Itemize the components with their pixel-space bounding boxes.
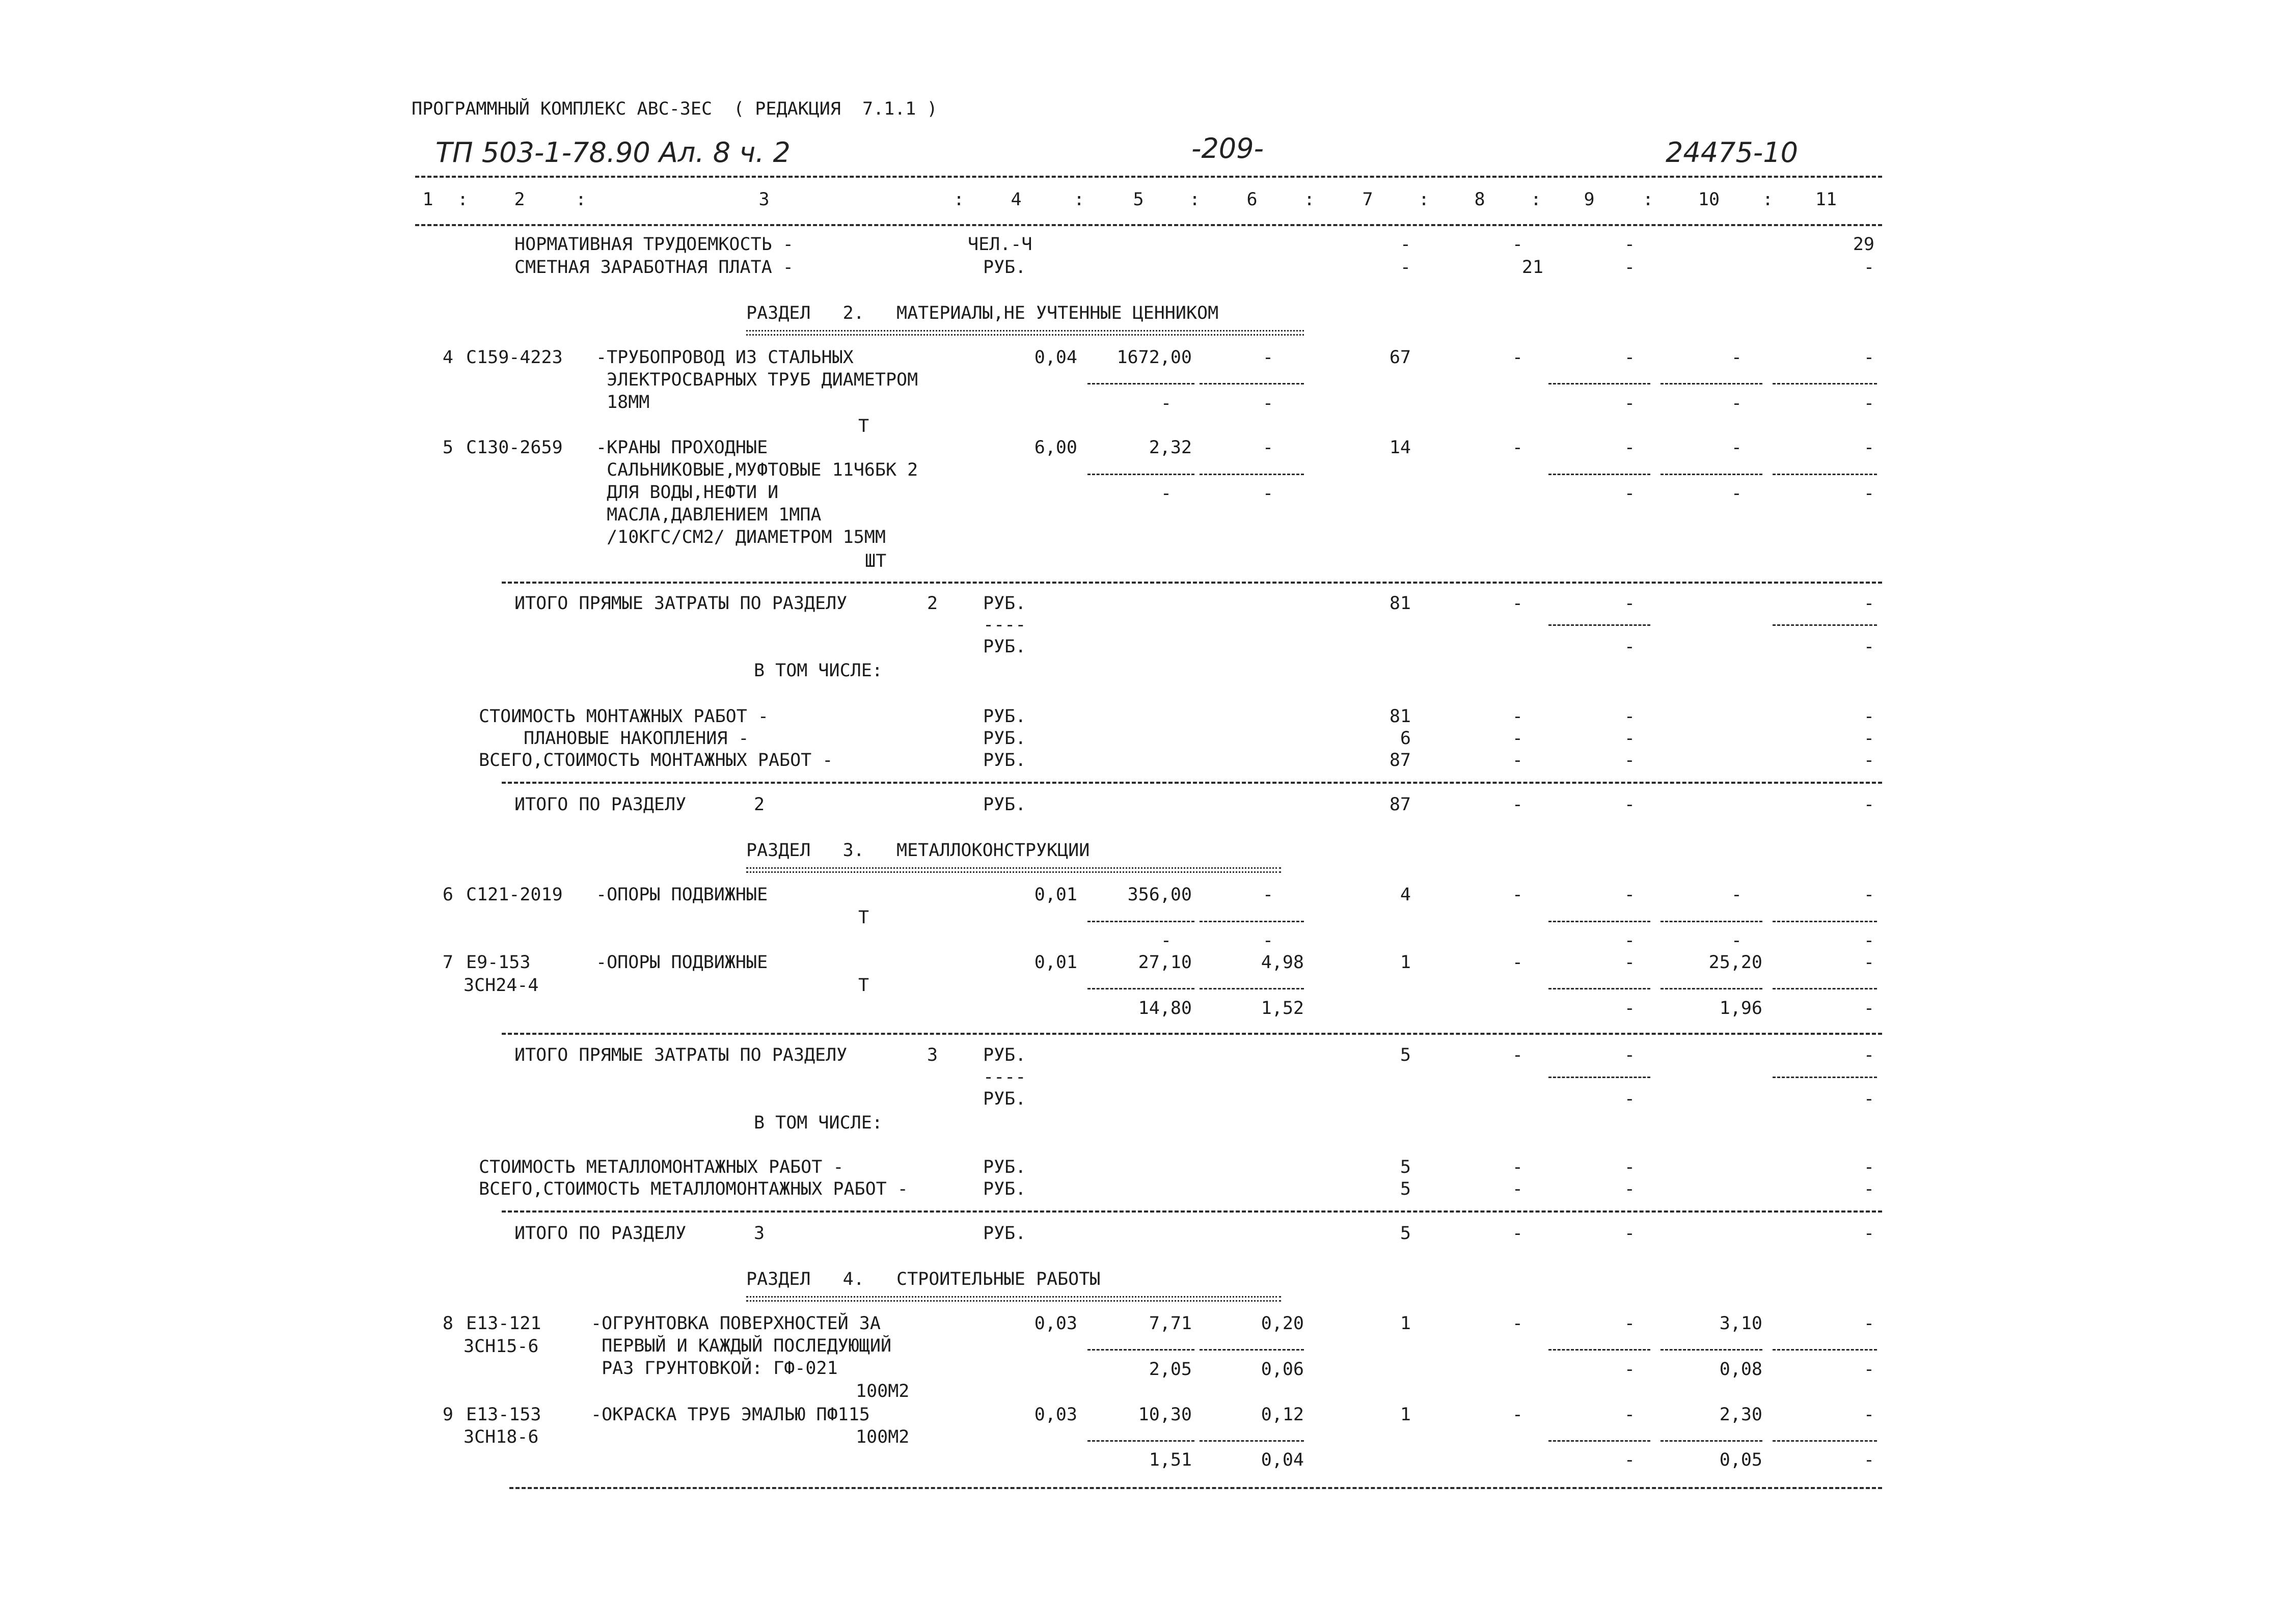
item-code-secondary: 3СН18-6 xyxy=(464,1427,539,1447)
subline xyxy=(1200,383,1304,384)
col7-value: 1 xyxy=(1400,1405,1411,1425)
unit: РУБ. xyxy=(983,1179,1026,1199)
subline xyxy=(1548,921,1650,922)
item-description: -ОГРУНТОВКА ПОВЕРХНОСТЕЙ ЗА ПЕРВЫЙ И КАЖДЫЙ ПОСЛЕДУЮЩИЙ РАЗ ГРУНТОВКОЙ: ГФ-021 xyxy=(591,1313,892,1379)
column-separator: : xyxy=(1189,189,1201,210)
section-underline xyxy=(746,867,1281,873)
item-unit: Т xyxy=(858,416,869,436)
col9-value: - xyxy=(1624,1223,1635,1244)
including-label: В ТОМ ЧИСЛЕ: xyxy=(754,660,883,681)
item-price: 7,71 xyxy=(1149,1313,1192,1334)
subline xyxy=(1548,1349,1650,1351)
subline xyxy=(1773,1077,1877,1078)
section-underline xyxy=(746,330,1304,336)
row-label: НОРМАТИВНАЯ ТРУДОЕМКОСТЬ - xyxy=(514,234,794,255)
col7-value: 5 xyxy=(1400,1223,1411,1244)
row-label: СТОИМОСТЬ МОНТАЖНЫХ РАБОТ - xyxy=(479,706,769,727)
unit: РУБ. xyxy=(983,1089,1026,1109)
unit: РУБ. xyxy=(983,1045,1026,1065)
subline xyxy=(1548,1077,1650,1078)
row-label: ПЛАНОВЫЕ НАКОПЛЕНИЯ - xyxy=(524,728,749,749)
row-label: ВСЕГО,СТОИМОСТЬ МОНТАЖНЫХ РАБОТ - xyxy=(479,750,833,770)
subline xyxy=(1087,383,1194,384)
col9-value: - xyxy=(1624,593,1635,614)
item-code: Е9-153 xyxy=(466,952,531,973)
col9-sub: - xyxy=(1624,998,1635,1019)
section-rule xyxy=(502,1033,1882,1035)
subline xyxy=(1087,1440,1194,1442)
col7-value: 67 xyxy=(1389,347,1411,368)
column-number: 6 xyxy=(1246,189,1258,210)
section-number: 3 xyxy=(927,1045,938,1065)
col11-value: - xyxy=(1863,885,1874,905)
col11-sub: - xyxy=(1863,1359,1874,1380)
col8-value: - xyxy=(1512,728,1523,749)
unit: РУБ. xyxy=(983,750,1026,770)
subline xyxy=(1087,474,1194,475)
col11-value: - xyxy=(1863,952,1874,973)
item-description: -ОПОРЫ ПОДВИЖНЫЕ xyxy=(596,952,768,973)
item-number: 9 xyxy=(442,1405,453,1425)
section-title: РАЗДЕЛ 2. МАТЕРИАЛЫ,НЕ УЧТЕННЫЕ ЦЕННИКОМ xyxy=(746,303,1219,323)
col7-value: 5 xyxy=(1400,1179,1411,1199)
item-unit: 100М2 xyxy=(856,1381,910,1401)
col11-value: - xyxy=(1863,1179,1874,1199)
col9-value: - xyxy=(1624,257,1635,278)
col5-sub: 14,80 xyxy=(1138,998,1192,1019)
col8-value: - xyxy=(1512,750,1523,770)
column-separator: : xyxy=(1762,189,1774,210)
col11-sub: - xyxy=(1863,1450,1874,1470)
col7-value: 6 xyxy=(1400,728,1411,749)
col10-value: - xyxy=(1731,885,1742,905)
col9-sub: - xyxy=(1624,393,1635,414)
col8-value: - xyxy=(1512,885,1523,905)
col10-sub: - xyxy=(1731,393,1742,414)
column-number: 11 xyxy=(1815,189,1837,210)
col8-value: - xyxy=(1512,437,1523,458)
col6-sub: 1,52 xyxy=(1261,998,1304,1019)
col11-value: - xyxy=(1863,706,1874,727)
column-number: 8 xyxy=(1474,189,1485,210)
unit: РУБ. xyxy=(983,257,1026,278)
column-separator: : xyxy=(457,189,469,210)
col9-value: - xyxy=(1624,706,1635,727)
unit: ЧЕЛ.-Ч xyxy=(968,234,1032,255)
column-number: 5 xyxy=(1133,189,1144,210)
col9-value: - xyxy=(1624,1045,1635,1065)
item-unit: Т xyxy=(858,907,869,928)
row-label: ИТОГО ПРЯМЫЕ ЗАТРАТЫ ПО РАЗДЕЛУ xyxy=(514,1045,848,1065)
document-reference: ТП 503-1-78.90 Ал. 8 ч. 2 xyxy=(436,136,791,169)
col8-value: - xyxy=(1512,347,1523,368)
subline xyxy=(1200,988,1304,989)
col9-value: - xyxy=(1624,1405,1635,1425)
col9-value: - xyxy=(1624,437,1635,458)
col6-sub: - xyxy=(1262,483,1273,504)
item-number: 6 xyxy=(442,885,453,905)
subline xyxy=(1087,1349,1194,1351)
row-label: СМЕТНАЯ ЗАРАБОТНАЯ ПЛАТА - xyxy=(514,257,794,278)
program-title: ПРОГРАММНЫЙ КОМПЛЕКС АВС-3ЕС ( РЕДАКЦИЯ 7.1.1 ) xyxy=(412,99,938,119)
item-number: 7 xyxy=(442,952,453,973)
unit: РУБ. xyxy=(983,794,1026,815)
item-description: -ТРУБОПРОВОД ИЗ СТАЛЬНЫХ ЭЛЕКТРОСВАРНЫХ ТРУБ ДИАМЕТРОМ 18ММ xyxy=(596,347,918,412)
column-number: 3 xyxy=(758,189,770,210)
section-underline xyxy=(746,1296,1281,1302)
subline xyxy=(1661,921,1762,922)
item-qty: 0,04 xyxy=(1034,347,1077,368)
col11-value: - xyxy=(1863,593,1874,614)
subline xyxy=(1773,383,1877,384)
item-unit: 100М2 xyxy=(856,1427,910,1447)
column-separator: : xyxy=(1531,189,1542,210)
col6-value: 0,20 xyxy=(1261,1313,1304,1334)
col9-value: - xyxy=(1624,750,1635,770)
col9-sub: - xyxy=(1624,483,1635,504)
column-separator: : xyxy=(576,189,587,210)
col7-value: 4 xyxy=(1400,885,1411,905)
col11-value: - xyxy=(1863,257,1874,278)
row-label: СТОИМОСТЬ МЕТАЛЛОМОНТАЖНЫХ РАБОТ - xyxy=(479,1157,844,1177)
col11-value: - xyxy=(1863,1089,1874,1109)
col9-sub: - xyxy=(1624,1450,1635,1470)
unit: РУБ. xyxy=(983,593,1026,614)
col11-sub: - xyxy=(1863,393,1874,414)
item-price: 1672,00 xyxy=(1117,347,1192,368)
col5-sub: 1,51 xyxy=(1149,1450,1192,1470)
col8-value: - xyxy=(1512,1157,1523,1177)
item-code: С130-2659 xyxy=(466,437,563,458)
col8-value: - xyxy=(1512,1313,1523,1334)
col6-sub: - xyxy=(1262,930,1273,951)
col7-value: 5 xyxy=(1400,1045,1411,1065)
col7-value: 14 xyxy=(1389,437,1411,458)
column-separator: : xyxy=(1074,189,1085,210)
col7-value: 1 xyxy=(1400,1313,1411,1334)
column-separator: : xyxy=(1304,189,1315,210)
subline xyxy=(1773,1440,1877,1442)
col7-value: - xyxy=(1400,257,1411,278)
subline xyxy=(1548,474,1650,475)
col8-value: - xyxy=(1512,952,1523,973)
item-price: 356,00 xyxy=(1127,885,1192,905)
item-description: -ОПОРЫ ПОДВИЖНЫЕ xyxy=(596,885,768,905)
column-number: 1 xyxy=(422,189,433,210)
including-label: В ТОМ ЧИСЛЕ: xyxy=(754,1113,883,1133)
col11-value: - xyxy=(1863,1045,1874,1065)
unit: РУБ. xyxy=(983,1157,1026,1177)
subline xyxy=(1661,383,1762,384)
item-unit: Т xyxy=(858,975,869,996)
item-number: 5 xyxy=(442,437,453,458)
item-qty: 0,01 xyxy=(1034,952,1077,973)
subline xyxy=(1087,921,1194,922)
col9-value: - xyxy=(1624,347,1635,368)
column-separator: : xyxy=(1643,189,1654,210)
col11-value: - xyxy=(1863,347,1874,368)
section-rule xyxy=(502,782,1882,784)
col6-sub: 0,04 xyxy=(1261,1450,1304,1470)
subline xyxy=(1773,921,1877,922)
col7-value: 81 xyxy=(1389,593,1411,614)
subline xyxy=(1200,474,1304,475)
subline xyxy=(1200,921,1304,922)
column-separator: : xyxy=(954,189,965,210)
unit: РУБ. xyxy=(983,1223,1026,1244)
col11-value: - xyxy=(1863,1223,1874,1244)
col6-value: - xyxy=(1262,437,1273,458)
subline xyxy=(1661,474,1762,475)
subline xyxy=(1548,624,1650,626)
item-number: 8 xyxy=(442,1313,453,1334)
subline xyxy=(1200,1440,1304,1442)
col8-value: - xyxy=(1512,593,1523,614)
section-rule xyxy=(502,1210,1882,1213)
column-number: 2 xyxy=(514,189,525,210)
col9-value: - xyxy=(1624,1157,1635,1177)
unit: РУБ. xyxy=(983,706,1026,727)
section-number: 2 xyxy=(754,794,765,815)
section-rule xyxy=(502,582,1882,584)
item-description: -ОКРАСКА ТРУБ ЭМАЛЬЮ ПФ115 xyxy=(591,1405,870,1425)
col9-value: - xyxy=(1624,885,1635,905)
col9-value: - xyxy=(1624,637,1635,657)
item-code: Е13-153 xyxy=(466,1405,541,1425)
col10-value: - xyxy=(1731,347,1742,368)
column-number: 10 xyxy=(1698,189,1720,210)
header-rule-top xyxy=(415,176,1882,178)
item-description: -КРАНЫ ПРОХОДНЫЕ САЛЬНИКОВЫЕ,МУФТОВЫЕ 11Ч6БК 2 ДЛЯ ВОДЫ,НЕФТИ И МАСЛА,ДАВЛЕНИЕМ 1МПА /10КГС/СМ2/ ДИАМЕТРОМ 15ММ xyxy=(596,437,918,547)
subline xyxy=(1661,1440,1762,1442)
col11-sub: - xyxy=(1863,483,1874,504)
page-number: -209- xyxy=(1191,132,1264,164)
col10-value: 3,10 xyxy=(1719,1313,1762,1334)
col8-value: - xyxy=(1512,706,1523,727)
col11-value: - xyxy=(1863,1313,1874,1334)
col8-value: 21 xyxy=(1521,257,1543,278)
col11-value: - xyxy=(1863,437,1874,458)
col10-sub: - xyxy=(1731,930,1742,951)
item-price: 27,10 xyxy=(1138,952,1192,973)
col5-sub: - xyxy=(1160,930,1172,951)
col5-sub: 2,05 xyxy=(1149,1359,1192,1380)
col8-value: - xyxy=(1512,794,1523,815)
col6-value: - xyxy=(1262,885,1273,905)
col8-value: - xyxy=(1512,1045,1523,1065)
col7-value: 81 xyxy=(1389,706,1411,727)
item-qty: 0,03 xyxy=(1034,1405,1077,1425)
col11-value: - xyxy=(1863,728,1874,749)
col10-sub: 1,96 xyxy=(1719,998,1762,1019)
unit: РУБ. xyxy=(983,728,1026,749)
item-code: Е13-121 xyxy=(466,1313,541,1334)
item-price: 2,32 xyxy=(1149,437,1192,458)
col6-value: 4,98 xyxy=(1261,952,1304,973)
unit-dashes: ---- xyxy=(983,1067,1026,1087)
row-label: ИТОГО ПО РАЗДЕЛУ xyxy=(514,1223,687,1244)
col11-sub: - xyxy=(1863,998,1874,1019)
section-title: РАЗДЕЛ 3. МЕТАЛЛОКОНСТРУКЦИИ xyxy=(746,840,1090,861)
column-number: 4 xyxy=(1011,189,1022,210)
col9-value: - xyxy=(1624,1179,1635,1199)
col10-value: 2,30 xyxy=(1719,1405,1762,1425)
col5-sub: - xyxy=(1160,393,1172,414)
section-number: 2 xyxy=(927,593,938,614)
subline xyxy=(1773,624,1877,626)
subline xyxy=(1661,988,1762,989)
col5-sub: - xyxy=(1160,483,1172,504)
col8-value: - xyxy=(1512,234,1523,255)
col9-value: - xyxy=(1624,1313,1635,1334)
col11-value: 29 xyxy=(1853,234,1874,255)
subline xyxy=(1548,1440,1650,1442)
col11-value: - xyxy=(1863,794,1874,815)
col9-value: - xyxy=(1624,1089,1635,1109)
header-rule-bottom xyxy=(415,224,1882,226)
col6-value: 0,12 xyxy=(1261,1405,1304,1425)
item-code: С159-4223 xyxy=(466,347,563,368)
col9-value: - xyxy=(1624,234,1635,255)
item-qty: 0,03 xyxy=(1034,1313,1077,1334)
col6-sub: 0,06 xyxy=(1261,1359,1304,1380)
subline xyxy=(1661,1349,1762,1351)
col9-sub: - xyxy=(1624,1359,1635,1380)
column-number: 7 xyxy=(1362,189,1373,210)
item-code-secondary: 3СН15-6 xyxy=(464,1336,539,1357)
item-code: С121-2019 xyxy=(466,885,563,905)
col8-value: - xyxy=(1512,1405,1523,1425)
item-code-secondary: 3СН24-4 xyxy=(464,975,539,996)
document-code: 24475-10 xyxy=(1666,136,1798,169)
col7-value: - xyxy=(1400,234,1411,255)
subline xyxy=(1548,383,1650,384)
subline xyxy=(1200,1349,1304,1351)
item-price: 10,30 xyxy=(1138,1405,1192,1425)
subline xyxy=(1087,988,1194,989)
section-title: РАЗДЕЛ 4. СТРОИТЕЛЬНЫЕ РАБОТЫ xyxy=(746,1269,1101,1289)
col10-sub: 0,08 xyxy=(1719,1359,1762,1380)
col9-sub: - xyxy=(1624,930,1635,951)
col10-value: - xyxy=(1731,437,1742,458)
item-qty: 6,00 xyxy=(1034,437,1077,458)
col10-sub: 0,05 xyxy=(1719,1450,1762,1470)
item-unit: ШТ xyxy=(865,551,887,571)
col6-sub: - xyxy=(1262,393,1273,414)
unit: РУБ. xyxy=(983,637,1026,657)
col11-value: - xyxy=(1863,1157,1874,1177)
column-separator: : xyxy=(1419,189,1430,210)
item-number: 4 xyxy=(442,347,453,368)
unit-dashes: ---- xyxy=(983,615,1026,635)
subline xyxy=(1773,474,1877,475)
page-bottom-rule xyxy=(509,1487,1882,1489)
col11-value: - xyxy=(1863,750,1874,770)
col10-value: 25,20 xyxy=(1708,952,1762,973)
col7-value: 1 xyxy=(1400,952,1411,973)
row-label: ИТОГО ПРЯМЫЕ ЗАТРАТЫ ПО РАЗДЕЛУ xyxy=(514,593,848,614)
col10-sub: - xyxy=(1731,483,1742,504)
row-label: ВСЕГО,СТОИМОСТЬ МЕТАЛЛОМОНТАЖНЫХ РАБОТ - xyxy=(479,1179,908,1199)
col8-value: - xyxy=(1512,1179,1523,1199)
item-qty: 0,01 xyxy=(1034,885,1077,905)
col9-value: - xyxy=(1624,728,1635,749)
col7-value: 87 xyxy=(1389,750,1411,770)
column-number: 9 xyxy=(1584,189,1595,210)
subline xyxy=(1773,988,1877,989)
col9-value: - xyxy=(1624,794,1635,815)
section-number: 3 xyxy=(754,1223,765,1244)
subline xyxy=(1548,988,1650,989)
col11-value: - xyxy=(1863,1405,1874,1425)
col6-value: - xyxy=(1262,347,1273,368)
subline xyxy=(1773,1349,1877,1351)
col7-value: 87 xyxy=(1389,794,1411,815)
col8-value: - xyxy=(1512,1223,1523,1244)
col7-value: 5 xyxy=(1400,1157,1411,1177)
col11-value: - xyxy=(1863,637,1874,657)
col11-sub: - xyxy=(1863,930,1874,951)
col9-value: - xyxy=(1624,952,1635,973)
row-label: ИТОГО ПО РАЗДЕЛУ xyxy=(514,794,687,815)
